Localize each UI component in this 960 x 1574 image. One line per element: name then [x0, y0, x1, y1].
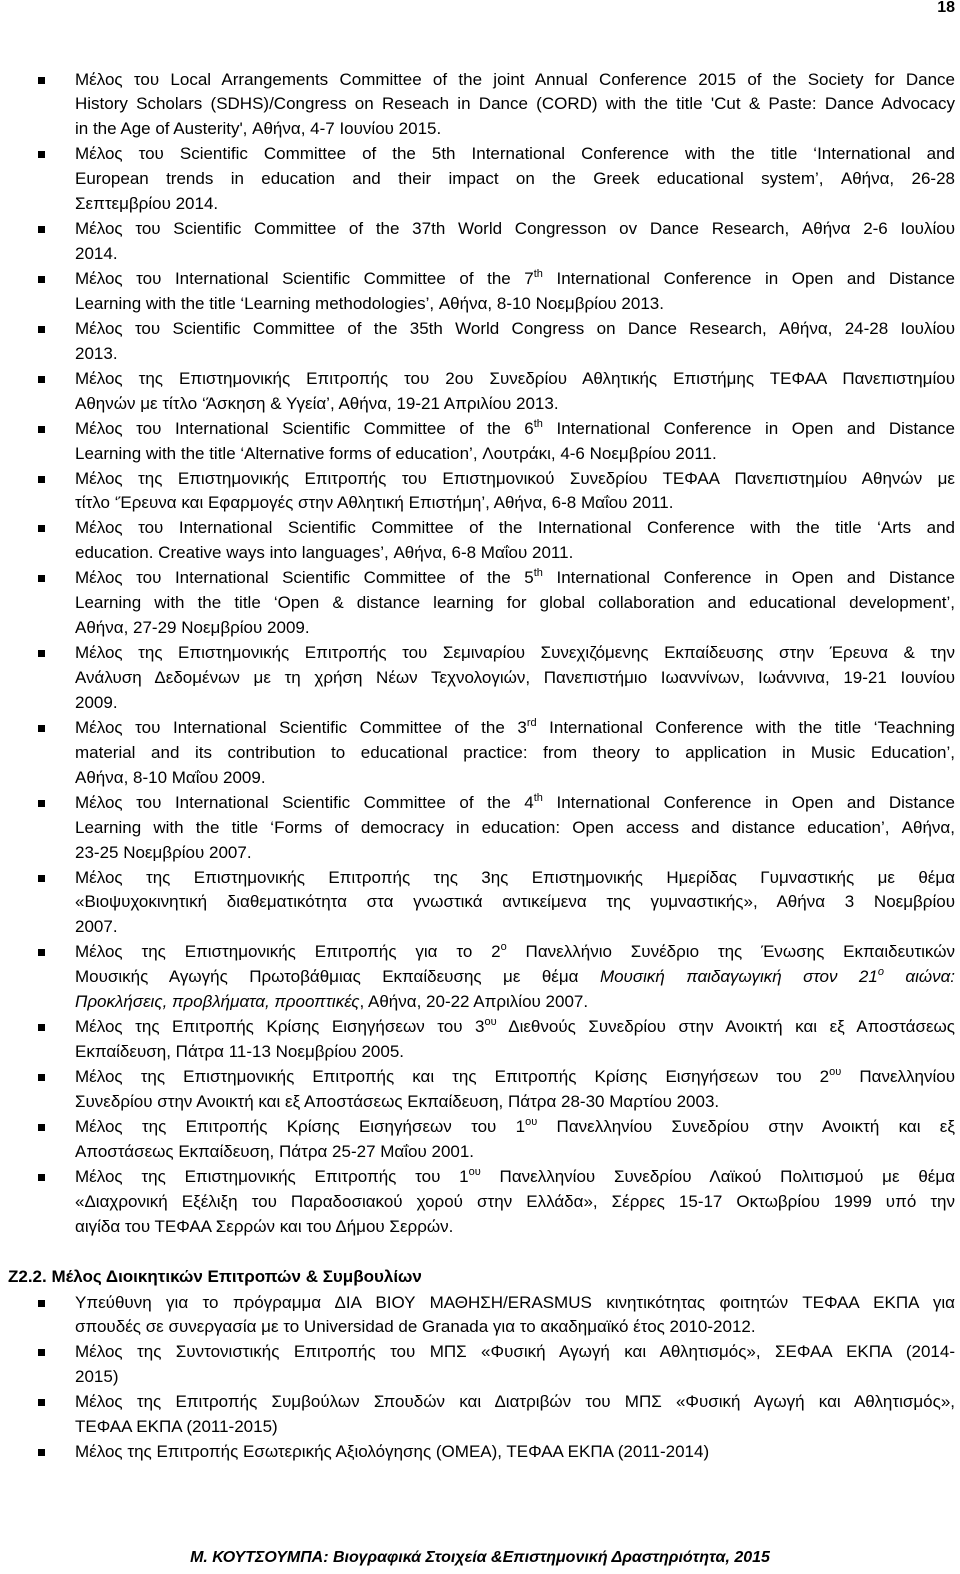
list-item: [0, 217, 955, 267]
superscript: th: [533, 791, 543, 804]
text-line: [75, 1415, 955, 1440]
text-segment: material and its contribution to educational practice: from theory to application in Music Education’,: [75, 742, 955, 762]
text-segment: Μέλος της Επιστημονικής Επιτροπής του 2ου Συνεδρίου Αθλητικής Επιστήμης ΤΕΦΑΑ Πανεπιστημίου: [75, 368, 955, 388]
text-segment: Αθηνών με τίτλο ‘Άσκηση & Υγεία’, Αθήνα, 19-21 Απριλίου 2013.: [75, 393, 559, 413]
text-segment: International Conference with the title ‘Teachning: [536, 717, 955, 737]
text-segment: education. Creative ways into languages’, Αθήνα, 6-8 Μαΐου 2011.: [75, 543, 574, 563]
text-line: [75, 467, 955, 492]
list-item: [0, 142, 955, 217]
text-segment: 2007.: [75, 917, 118, 937]
italic-text: Προκλήσεις, προβλήματα, προοπτικές: [75, 992, 360, 1012]
list-item: [0, 1291, 955, 1341]
list-item: [0, 467, 955, 517]
superscript: ου: [525, 1115, 538, 1128]
superscript: ου: [484, 1016, 497, 1029]
text-line: [75, 1215, 955, 1240]
text-segment: Learning with the title ‘Alternative forms of education’, Λουτράκι, 4-6 Νοεμβρίου 2011.: [75, 443, 717, 463]
page-number: 18: [937, 0, 955, 16]
text-line: [75, 766, 955, 791]
text-segment: αιγίδα του ΤΕΦΑΑ Σερρών και του Δήμου Σερρών.: [75, 1216, 454, 1236]
square-bullet-icon: [38, 77, 45, 84]
text-line: [75, 1065, 955, 1090]
text-line: [75, 192, 955, 217]
text-line: [75, 242, 955, 267]
text-line: [75, 367, 955, 392]
text-line: [75, 167, 955, 192]
text-segment: Μέλος της Επιτροπής Κρίσης Εισηγήσεων του 3: [75, 1017, 485, 1037]
text-line: [75, 566, 955, 591]
list-item: [0, 791, 955, 866]
text-line: [75, 866, 955, 891]
square-bullet-icon: [38, 1399, 45, 1406]
page-footer: Μ. ΚΟΥΤΣΟΥΜΠΑ: Βιογραφικά Στοιχεία &Επιστημονική Δραστηριότητα, 2015: [190, 1549, 770, 1566]
square-bullet-icon: [38, 376, 45, 383]
text-line: [75, 217, 955, 242]
square-bullet-icon: [38, 875, 45, 882]
text-segment: Μουσικής Αγωγής Πρωτοβάθμιας Εκπαίδευσης με θέμα: [75, 967, 600, 987]
text-line: [75, 491, 955, 516]
text-line: [75, 890, 955, 915]
superscript: rd: [526, 716, 537, 729]
square-bullet-icon: [38, 1024, 45, 1031]
text-line: [75, 317, 955, 342]
text-segment: Learning with the title ‘Open & distance learning for global collaboration and educational development’,: [75, 593, 955, 613]
text-segment: Μέλος του Scientific Committee of the 5th International Conference with the title ‘International and: [75, 144, 955, 164]
text-segment: Αποστάσεως Εκπαίδευση, Πάτρα 25-27 Μαΐου 2001.: [75, 1141, 475, 1161]
text-segment: Διεθνούς Συνεδρίου στην Ανοικτή και εξ Αποστάσεως: [496, 1017, 955, 1037]
text-line: [75, 292, 955, 317]
text-line: [75, 841, 955, 866]
text-segment: Αθήνα, 27-29 Νοεμβρίου 2009.: [75, 618, 310, 638]
text-segment: 2009.: [75, 692, 118, 712]
text-segment: Μέλος της Επιστημονικής Επιτροπής για το 2: [75, 942, 501, 962]
text-line: [75, 915, 955, 940]
text-line: [75, 816, 955, 841]
administrative-committees-list: [0, 1291, 960, 1466]
text-line: [75, 117, 955, 142]
list-item: [0, 367, 955, 417]
text-segment: History Scholars (SDHS)/Congress on Reseach in Dance (CORD) with the title 'Cut & Paste: Dance Advocacy: [75, 94, 955, 114]
text-segment: Μέλος της Επιστημονικής Επιτροπής του Επιστημονικού Συνεδρίου ΤΕΦΑΑ Πανεπιστημίου Αθηνών με: [75, 468, 955, 488]
text-segment: Learning with the title ‘Forms of democracy in education: Open access and distance education’, Αθήνα,: [75, 817, 955, 837]
superscript: th: [533, 417, 543, 430]
text-segment: Μέλος της Επιστημονικής Επιτροπής και της Επιτροπής Κρίσης Εισηγήσεων του 2: [75, 1067, 830, 1086]
list-item: [0, 940, 955, 1015]
superscript: th: [533, 268, 543, 280]
text-segment: International Conference in Open and Distance: [542, 418, 955, 438]
text-line: [75, 1315, 955, 1340]
text-segment: Ανάλυση Δεδομένων με τη χρήση Νέων Τεχνολογιών, Πανεπιστήμιο Ιωαννίνων, Ιωάννινα, 19-21 Ιουνίου: [75, 668, 955, 687]
text-segment: Μέλος της Επιτροπής Συμβούλων Σπουδών και Διατριβών του ΜΠΣ «Φυσική Αγωγή και Αθλητισμός»,: [75, 1392, 955, 1412]
text-segment: Μέλος του International Scientific Committee of the 3: [75, 717, 527, 737]
list-item: [0, 1340, 955, 1390]
text-line: [75, 1040, 955, 1065]
square-bullet-icon: [38, 1074, 45, 1081]
text-line: [75, 1165, 955, 1190]
text-line: [75, 392, 955, 417]
list-item: [0, 1390, 955, 1440]
list-item: [0, 1115, 955, 1165]
text-line: [75, 1015, 955, 1040]
text-segment: «Βιοψυχοκινητική διαθεματικότητα στα γνωστικά αντικείμενα της γυμναστικής», Αθήνα 3 Νοεμβρίου: [75, 892, 955, 912]
text-segment: σπουδές σε συνεργασία με το Universidad de Granada για το ακαδημαϊκό έτος 2010-2012.: [75, 1317, 756, 1337]
list-item: [0, 1015, 955, 1065]
text-line: [75, 940, 955, 965]
text-segment: Αθήνα, 8-10 Μαΐου 2009.: [75, 767, 266, 787]
text-line: [75, 741, 955, 766]
text-segment: International Conference in Open and Distance: [542, 568, 955, 588]
superscript: ου: [468, 1165, 481, 1178]
list-item: [0, 1065, 955, 1115]
text-segment: Μέλος της Επιτροπής Κρίσης Εισηγήσεων του 1: [75, 1116, 526, 1136]
text-line: [75, 1390, 955, 1415]
text-segment: Πανελληνίου Συνεδρίου Λαϊκού Πολιτισμού με θέμα: [480, 1166, 955, 1186]
text-segment: 2014.: [75, 244, 118, 264]
square-bullet-icon: [38, 650, 45, 657]
text-line: [75, 541, 955, 566]
list-item: [0, 1440, 955, 1465]
text-segment: ΤΕΦΑΑ ΕΚΠΑ (2011-2015): [75, 1417, 278, 1437]
text-segment: Μέλος της Συντονιστικής Επιτροπής του ΜΠΣ «Φυσική Αγωγή και Αθλητισμός», ΣΕΦΑΑ ΕΚΠΑ (2014-: [75, 1342, 955, 1362]
text-line: [75, 716, 955, 741]
text-segment: Πανελληνίου: [841, 1067, 955, 1086]
square-bullet-icon: [38, 226, 45, 233]
text-line: [75, 142, 955, 167]
square-bullet-icon: [38, 276, 45, 283]
list-item: [0, 641, 955, 716]
square-bullet-icon: [38, 800, 45, 807]
superscript: ο: [500, 941, 507, 954]
committee-membership-list: [0, 68, 960, 1240]
text-segment: «Διαχρονική Εξέλιξη του Παραδοσιακού χορού στην Ελλάδα», Σέρρες 15-17 Οκτωβρίου 1999 υπό την: [75, 1191, 955, 1211]
text-segment: Μέλος του International Scientific Committee of the 5: [75, 568, 534, 588]
text-segment: Μέλος του International Scientific Committee of the International Conference with the title ‘Arts and: [75, 518, 955, 538]
text-segment: Πανελληνίου Συνεδρίου στην Ανοικτή και εξ: [537, 1116, 955, 1136]
text-segment: Εκπαίδευση, Πάτρα 11-13 Νοεμβρίου 2005.: [75, 1042, 404, 1062]
text-segment: Υπεύθυνη για το πρόγραμμα ΔΙΑ ΒΙΟΥ ΜΑΘΗΣΗ/ERASMUS κινητικότητας φοιτητών ΤΕΦΑΑ ΕΚΠΑ για: [75, 1292, 955, 1312]
text-line: [75, 267, 955, 292]
list-item: [0, 317, 955, 367]
text-line: [75, 92, 955, 117]
text-segment: Μέλος του Scientific Committee of the 37th World Congresson ov Dance Research, Αθήνα 2-6 Ιουλίου: [75, 219, 955, 239]
text-segment: in the Age of Austerity', Αθήνα, 4-7 Ιουνίου 2015.: [75, 119, 442, 139]
text-segment: Μέλος του International Scientific Committee of the 4: [75, 792, 534, 812]
list-item: [0, 866, 955, 941]
list-item: [0, 1165, 955, 1240]
text-segment: International Conference in Open and Distance: [542, 792, 955, 812]
square-bullet-icon: [38, 326, 45, 333]
text-line: [75, 1365, 955, 1390]
text-segment: 2013.: [75, 343, 118, 363]
text-line: [75, 1440, 955, 1465]
text-line: [75, 1115, 955, 1140]
square-bullet-icon: [38, 1300, 45, 1307]
list-item: [0, 267, 955, 317]
text-line: [75, 516, 955, 541]
text-line: [75, 1090, 955, 1115]
square-bullet-icon: [38, 1349, 45, 1356]
list-item: [0, 566, 955, 641]
text-segment: Μέλος της Επιστημονικής Επιτροπής του 1: [75, 1166, 469, 1186]
square-bullet-icon: [38, 949, 45, 956]
text-segment: Πανελλήνιο Συνέδριο της Ένωσης Εκπαιδευτικών: [506, 942, 955, 962]
text-segment: Μέλος της Επιστημονικής Επιτροπής του Σεμιναρίου Συνεχιζόμενης Εκπαίδευσης στην Έρευνα & την: [75, 643, 955, 663]
square-bullet-icon: [38, 476, 45, 483]
text-segment: τίτλο ‘Έρευνα και Εφαρμογές στην Αθλητική Επιστήμη’, Αθήνα, 6-8 Μαΐου 2011.: [75, 493, 674, 513]
list-item: [0, 716, 955, 791]
text-line: [75, 417, 955, 442]
text-segment: European trends in education and their impact on the Greek educational system’, Αθήνα, 26-28: [75, 169, 955, 189]
superscript: th: [533, 567, 543, 580]
square-bullet-icon: [38, 525, 45, 532]
text-line: [75, 616, 955, 641]
text-line: [75, 342, 955, 367]
list-item: [0, 417, 955, 467]
square-bullet-icon: [38, 575, 45, 582]
text-line: [75, 1140, 955, 1165]
text-line: [75, 641, 955, 666]
italic-text: αιώνα:: [883, 967, 955, 987]
square-bullet-icon: [38, 151, 45, 158]
text-segment: Μέλος της Επιτροπής Εσωτερικής Αξιολόγησης (ΟΜΕΑ), ΤΕΦΑΑ ΕΚΠΑ (2011-2014): [75, 1442, 710, 1462]
list-item: [0, 516, 955, 566]
text-segment: , Αθήνα, 20-22 Απριλίου 2007.: [359, 992, 589, 1012]
text-segment: Μέλος του Local Arrangements Committee of the joint Annual Conference 2015 of the Society for Dance: [75, 69, 955, 89]
square-bullet-icon: [38, 1449, 45, 1456]
text-segment: Μέλος της Επιστημονικής Επιτροπής της 3ης Επιστημονικής Ημερίδας Γυμναστικής με θέμα: [75, 867, 955, 887]
text-line: [75, 442, 955, 467]
text-segment: Συνεδρίου στην Ανοικτή και εξ Αποστάσεως Εκπαίδευση, Πάτρα 28-30 Μαρτίου 2003.: [75, 1091, 720, 1111]
text-line: [75, 1340, 955, 1365]
square-bullet-icon: [38, 426, 45, 433]
text-line: [75, 791, 955, 816]
text-segment: 23-25 Νοεμβρίου 2007.: [75, 842, 252, 862]
text-line: [75, 990, 955, 1015]
text-line: [75, 68, 955, 93]
text-line: [75, 965, 955, 990]
superscript: ο: [877, 966, 884, 979]
text-segment: 2015): [75, 1367, 119, 1387]
italic-text: Μουσική παιδαγωγική στον 21: [599, 967, 878, 987]
section-heading: Ζ2.2. Μέλος Διοικητικών Επιτροπών & Συμβουλίων: [8, 1266, 422, 1286]
square-bullet-icon: [38, 1174, 45, 1181]
square-bullet-icon: [38, 1124, 45, 1131]
text-line: [75, 1190, 955, 1215]
text-segment: Μέλος του International Scientific Committee of the 6: [75, 418, 534, 438]
list-item: [0, 68, 955, 143]
text-line: [75, 591, 955, 616]
superscript: ου: [829, 1066, 842, 1078]
square-bullet-icon: [38, 725, 45, 732]
text-segment: Μέλος του International Scientific Committee of the 7: [75, 269, 534, 288]
text-segment: Learning with the title ‘Learning methodologies’, Αθήνα, 8-10 Νοεμβρίου 2013.: [75, 293, 664, 313]
text-segment: Μέλος του Scientific Committee of the 35th World Congress on Dance Research, Αθήνα, 24-28 Ιουλίου: [75, 318, 955, 338]
text-line: [75, 691, 955, 716]
text-segment: International Conference in Open and Distance: [542, 269, 955, 288]
text-segment: Σεπτεμβρίου 2014.: [75, 194, 219, 214]
text-line: [75, 1291, 955, 1316]
text-line: [75, 666, 955, 691]
